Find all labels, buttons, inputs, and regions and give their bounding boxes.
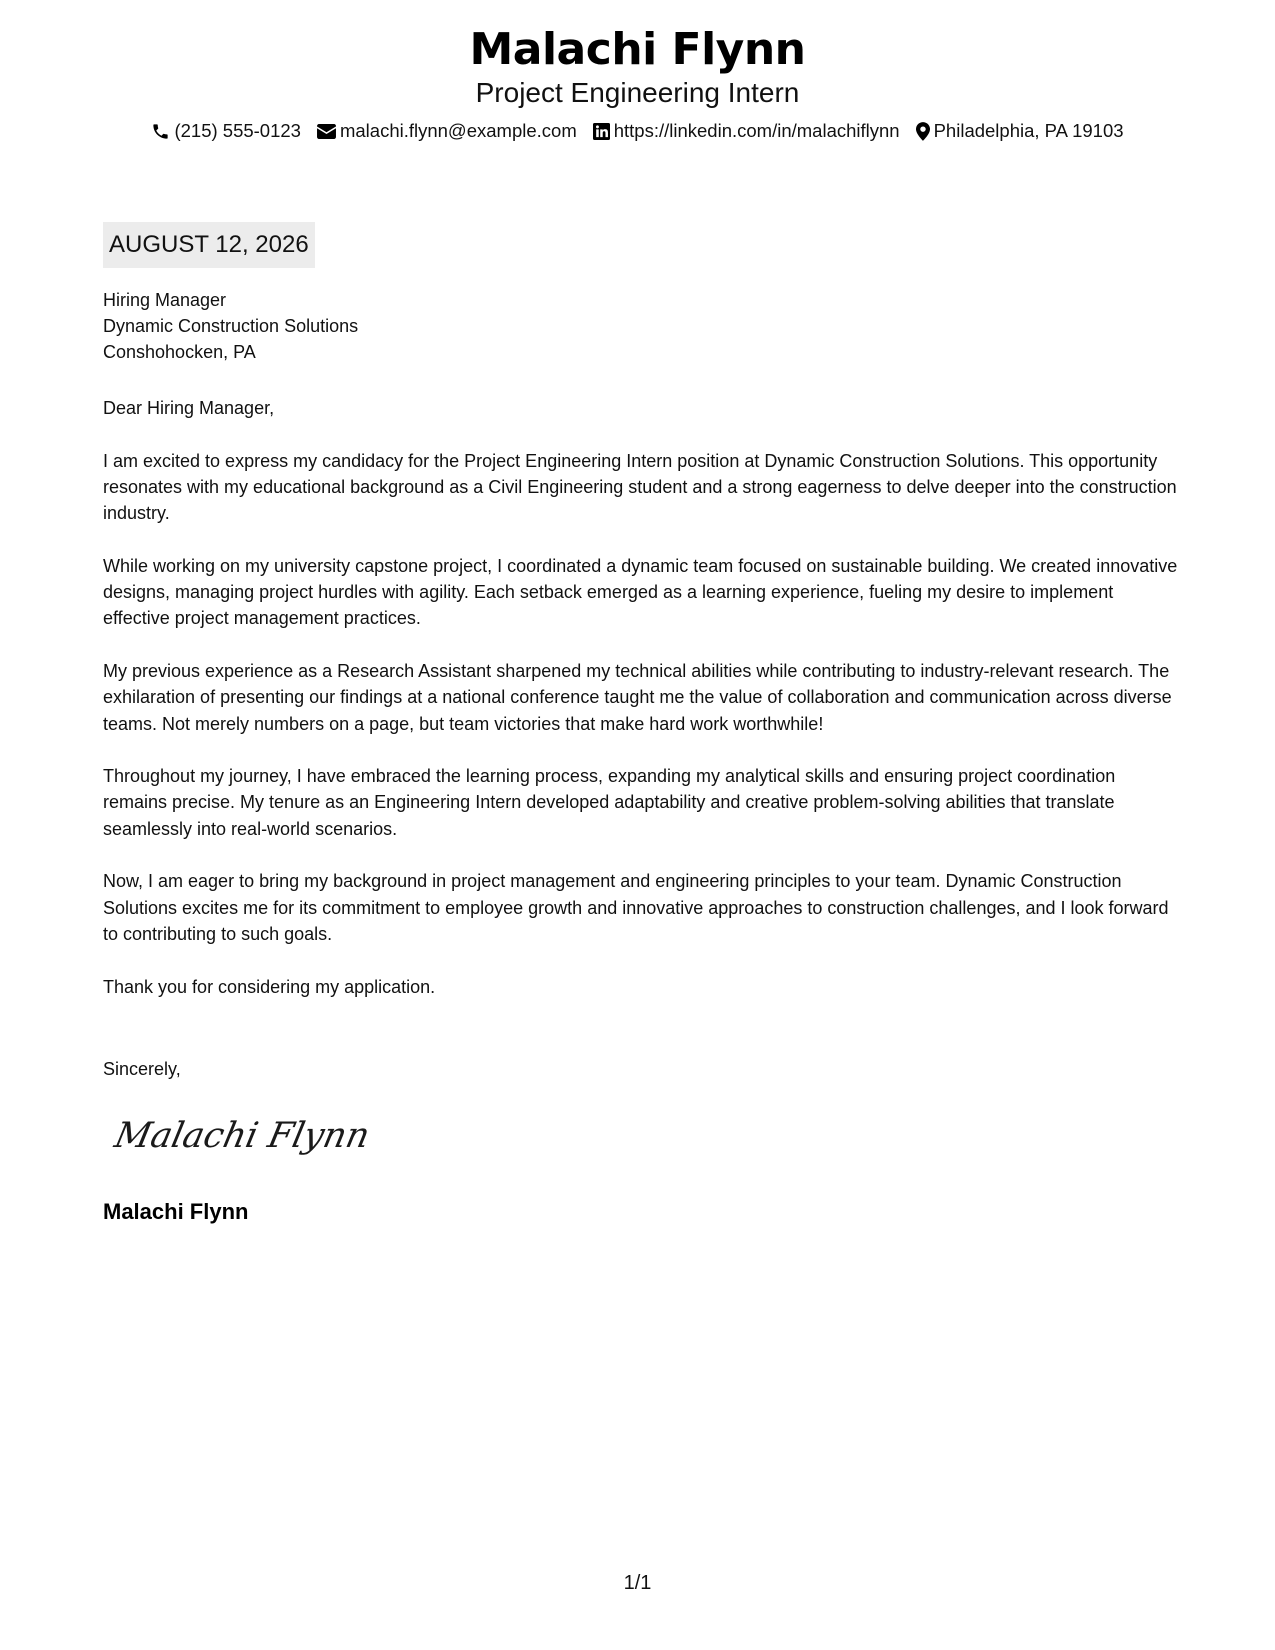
envelope-icon — [317, 124, 336, 139]
email-address: malachi.flynn@example.com — [339, 120, 577, 141]
body-paragraph: While working on my university capstone project, I coordinated a dynamic team focused on sustainable building. We created innovative designs, managing project hurdles with agility. Each setback emerged as a learning experience, fueling my desire to implement effective project management practices. — [103, 555, 1178, 629]
location-text: Philadelphia, PA 19103 — [933, 120, 1124, 141]
thank-you-line: Thank you for considering my application. — [103, 976, 436, 997]
closing: Sincerely, — [103, 1059, 181, 1079]
recipient-location: Conshohocken, PA — [103, 342, 256, 362]
letter-date: AUGUST 12, 2026 — [103, 222, 315, 268]
body-paragraph: Now, I am eager to bring my background in project management and engineering principles to your team. Dynamic Construction Solutions excites me for its commitment to employee growth and innovative approaches to construction challenges, and I look forward to contributing to such goals. — [103, 871, 1169, 944]
linkedin-url: https://linkedin.com/in/malachiflynn — [613, 120, 900, 141]
svg-text:Malachi Flynn: Malachi Flynn — [111, 1115, 374, 1156]
body-paragraph: My previous experience as a Research Assistant sharpened my technical abilities while contributing to industry-relevant research. The exhilaration of presenting our findings at a national conference taught me the value of collaboration and communication across diverse teams. Not merely numbers on a page, but team victories that make hard work worthwhile! — [103, 660, 1172, 734]
handwritten-signature — [111, 1105, 374, 1168]
applicant-title: Project Engineering Intern — [475, 77, 800, 108]
signed-name: Malachi Flynn — [103, 1199, 249, 1224]
contact-location — [916, 118, 1124, 144]
contact-linkedin[interactable] — [593, 118, 900, 144]
page-number: 1/1 — [623, 1572, 652, 1594]
recipient-company: Dynamic Construction Solutions — [103, 316, 359, 336]
body-paragraph: I am excited to express my candidacy for the Project Engineering Intern position at Dynamic Construction Solutions. This opportunity resonates with my educational background as a Civil Engineering student and a strong eagerness to delve deeper into the construction industry. — [103, 450, 1177, 524]
body-paragraph: Throughout my journey, I have embraced the learning process, expanding my analytical skills and ensuring project coordination remains precise. My tenure as an Engineering Intern developed adaptability and creative problem-solving abilities that translate seamlessly into real-world scenarios. — [103, 766, 1116, 839]
contact-bar — [0, 118, 1275, 144]
recipient-name: Hiring Manager — [103, 290, 227, 310]
letterhead — [0, 22, 1275, 144]
recipient-block — [103, 287, 358, 365]
contact-phone[interactable] — [151, 118, 301, 144]
salutation: Dear Hiring Manager, — [103, 398, 275, 418]
linkedin-icon — [593, 123, 610, 140]
letter-body — [103, 395, 1183, 1026]
contact-email[interactable] — [317, 118, 577, 144]
phone-number: (215) 555-0123 — [174, 120, 301, 141]
map-pin-icon — [916, 122, 930, 141]
applicant-name: Malachi Flynn — [469, 24, 806, 75]
phone-icon — [151, 122, 170, 141]
